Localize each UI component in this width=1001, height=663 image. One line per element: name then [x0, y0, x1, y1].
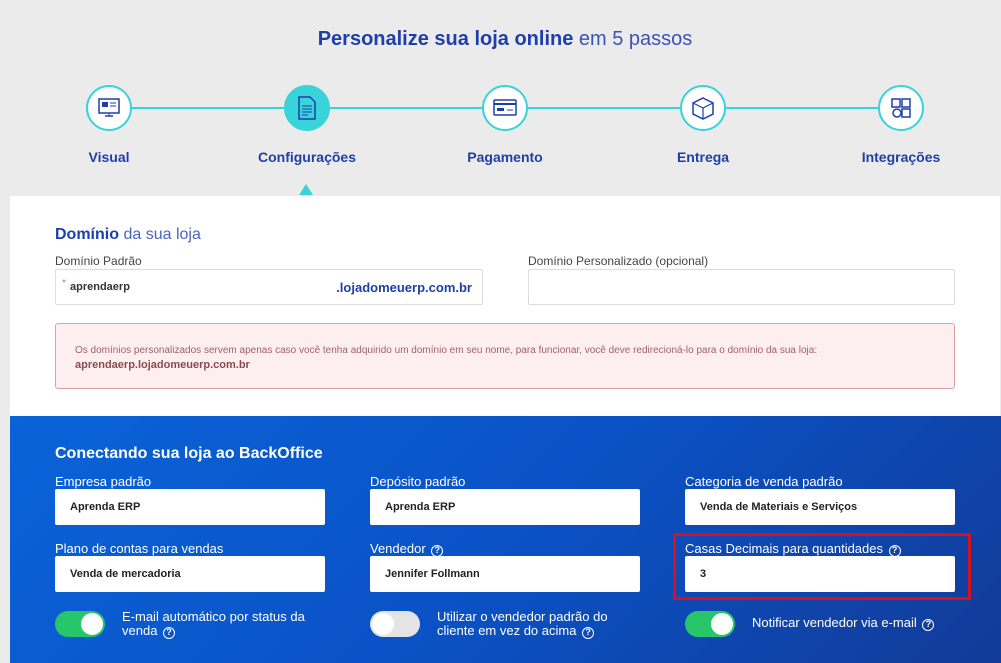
required-marker: * — [62, 278, 66, 289]
toggle-knob — [711, 613, 733, 635]
payment-icon — [482, 85, 528, 131]
deposito-label: Depósito padrão — [370, 474, 466, 489]
help-icon[interactable]: ? — [431, 545, 443, 557]
email-status-label — [122, 610, 305, 639]
default-domain-label: Domínio Padrão — [55, 254, 142, 268]
email-status-toggle[interactable] — [55, 611, 105, 637]
plano-select[interactable] — [55, 556, 325, 592]
page-title-light: em 5 passos — [578, 28, 693, 50]
step-label: Configurações — [257, 149, 356, 165]
categoria-label: Categoria de venda padrão — [685, 474, 843, 489]
vendedor-cliente-line2: cliente em vez do acima — [437, 623, 577, 638]
step-label: Visual — [88, 149, 130, 165]
vendedor-cliente-label — [437, 610, 608, 639]
step-configuracoes[interactable] — [227, 85, 387, 165]
vendedor-select[interactable] — [370, 556, 640, 592]
domain-title-bold: Domínio — [55, 226, 119, 243]
domain-title-light: da sua loja — [123, 226, 201, 243]
document-icon — [284, 85, 330, 131]
vendedor-cliente-line1: Utilizar o vendedor padrão do — [437, 609, 608, 624]
casas-label: Casas Decimais para quantidades — [685, 541, 883, 556]
step-visual[interactable] — [29, 85, 189, 165]
vendedor-label: Vendedor — [370, 541, 426, 556]
help-icon[interactable]: ? — [163, 627, 175, 639]
categoria-select[interactable] — [685, 489, 955, 525]
notificar-vendedor-label — [752, 616, 934, 631]
deposito-value: Aprenda ERP — [385, 501, 456, 513]
domain-suffix: .lojadomeuerp.com.br — [336, 280, 472, 295]
custom-domain-label: Domínio Personalizado (opcional) — [528, 254, 709, 268]
vendedor-value: Jennifer Follmann — [385, 568, 480, 580]
casas-value: 3 — [700, 568, 707, 580]
help-icon[interactable]: ? — [889, 545, 901, 557]
plano-label: Plano de contas para vendas — [55, 541, 224, 556]
step-pagamento[interactable] — [425, 85, 585, 165]
vendedor-label-wrap — [370, 541, 443, 557]
alert-domain: aprendaerp.lojadomeuerp.com.br — [75, 359, 250, 371]
empresa-select[interactable] — [55, 489, 325, 525]
integration-icon — [878, 85, 924, 131]
active-step-pointer — [299, 184, 313, 195]
step-label: Integrações — [861, 149, 941, 165]
email-status-line1: E-mail automático por status da — [122, 609, 305, 624]
email-status-line2: venda — [122, 623, 158, 638]
help-icon[interactable]: ? — [922, 619, 934, 631]
categoria-value: Venda de Materiais e Serviços — [700, 501, 858, 513]
default-domain-field[interactable] — [55, 269, 483, 305]
box-icon — [680, 85, 726, 131]
toggle-knob — [372, 613, 394, 635]
page-title-bold: Personalize sua loja online — [317, 28, 574, 50]
custom-domain-field[interactable] — [528, 269, 955, 305]
step-label: Pagamento — [467, 149, 543, 165]
toggle-knob — [81, 613, 103, 635]
vendedor-cliente-toggle[interactable] — [370, 611, 420, 637]
notificar-vendedor-toggle[interactable] — [685, 611, 735, 637]
deposito-select[interactable] — [370, 489, 640, 525]
step-entrega[interactable] — [623, 85, 783, 165]
domain-section-title — [55, 226, 201, 244]
help-icon[interactable]: ? — [582, 627, 594, 639]
step-label: Entrega — [676, 149, 730, 165]
notificar-vendedor-text: Notificar vendedor via e-mail — [752, 615, 917, 630]
visual-icon — [86, 85, 132, 131]
alert-text: Os domínios personalizados servem apenas caso você tenha adquirido um domínio em seu nome, para funcionar, você deve redirecioná-lo para o domínio da sua loja: — [75, 345, 818, 356]
backoffice-title: Conectando sua loja ao BackOffice — [55, 445, 323, 462]
default-domain-value: aprendaerp — [70, 281, 130, 293]
empresa-value: Aprenda ERP — [70, 501, 141, 513]
plano-value: Venda de mercadoria — [70, 568, 181, 580]
page-title — [0, 28, 1001, 51]
step-integracoes[interactable] — [821, 85, 981, 165]
domain-alert — [55, 323, 955, 389]
empresa-label: Empresa padrão — [55, 474, 152, 489]
highlight-box — [673, 533, 971, 600]
